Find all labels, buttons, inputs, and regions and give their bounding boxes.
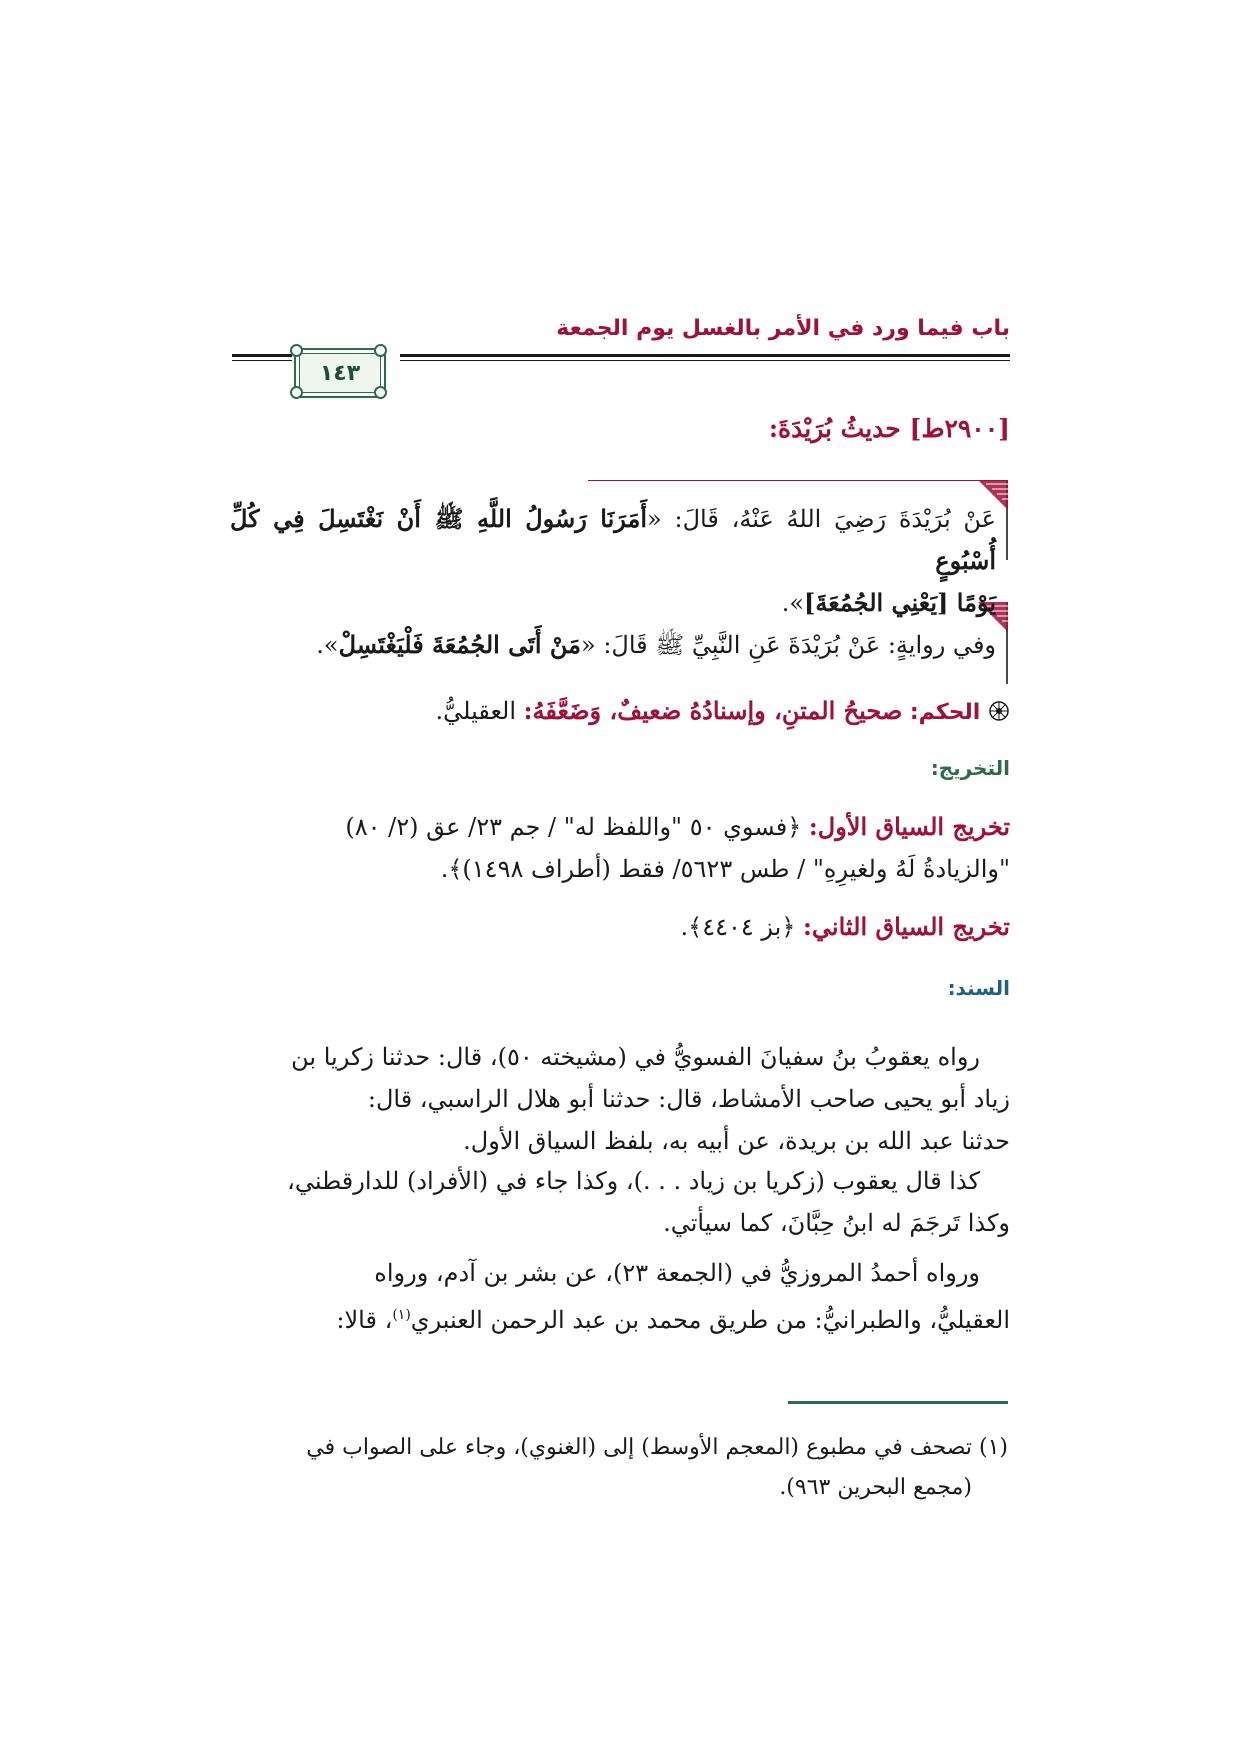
flower-ornament-icon — [988, 700, 1010, 722]
header-rule-left — [232, 354, 292, 357]
riwaya-close-quote: ». — [316, 631, 339, 659]
hadith-riwaya — [230, 624, 996, 666]
hadith-text — [230, 498, 996, 624]
footnote-line-1 — [230, 1428, 1008, 1468]
header-rule-left-thin — [232, 360, 292, 361]
sanad-p3-line-2 — [230, 1294, 1010, 1341]
hadith-explanation: [يَعْنِي الجُمُعَةَ] — [804, 588, 957, 617]
hadith-title: حديثُ بُرَيْدَةَ: — [768, 414, 901, 443]
hadith-matn-end: يَوْمًا — [956, 588, 996, 617]
hadith-narrator: عَنْ بُرَيْدَةَ رَضِيَ اللهُ عَنْهُ، قَالَ: « — [647, 505, 996, 533]
footnote-divider — [788, 1401, 1008, 1404]
hadith-heading — [230, 408, 1010, 450]
ruling-by: العقيليُّ. — [435, 697, 524, 725]
sanad-p2-line-2: وكذا تَرجَمَ له ابنُ حِبَّانَ، كما سيأتي. — [663, 1209, 1010, 1237]
riwaya-narrator: وفي روايةٍ: عَنْ بُرَيْدَةَ عَنِ النَّبِيِّ ﷺ قَالَ: « — [581, 631, 996, 659]
page-number: ١٤٣ — [319, 360, 361, 386]
takhrij-first-text-2: "والزيادةُ لَهُ ولغيرِهِ" / طس ٥٦٢٣/ فقط (أطراف ١٤٩٨)﴾. — [440, 855, 1010, 883]
takhrij-first — [230, 806, 1010, 890]
riwaya-matn: مَنْ أَتَى الجُمُعَةَ فَلْيَغْتَسِلْ — [338, 630, 582, 659]
sanad-paragraph-2 — [230, 1160, 1010, 1244]
sanad-p3-line-1: ورواه أحمدُ المروزيُّ في (الجمعة ٢٣)، عن بشر بن آدم، ورواه — [374, 1259, 980, 1287]
hadith-line-2 — [230, 582, 996, 624]
hadith-close-quote: ». — [781, 589, 805, 617]
takhrij-first-label: تخريج السياق الأول: — [808, 812, 1010, 841]
takhrij-heading: التخريج: — [930, 756, 1010, 780]
takhrij-first-text-1: ﴿فسوي ٥٠ "واللفظ له" / جم ٢٣/ عق (٢/ ٨٠) — [345, 813, 809, 841]
sanad-heading-block — [230, 966, 1010, 1009]
footnote-text-1: تصحف في مطبوع (المعجم الأوسط) إلى (الغنوي)، وجاء على الصواب في — [306, 1435, 979, 1460]
ruling-label: الحكم: — [909, 700, 981, 725]
frame-corner-ornament-icon — [290, 386, 303, 399]
takhrij-second-label: تخريج السياق الثاني: — [803, 912, 1010, 941]
ruling-line — [230, 690, 1010, 734]
sanad-p1-line-1: رواه يعقوبُ بنُ سفيانَ الفسويُّ في (مشيخته ٥٠)، قال: حدثنا زكريا بن — [291, 1043, 980, 1071]
footnote-marker: (١) — [978, 1435, 1008, 1460]
page-number-frame — [294, 348, 386, 398]
page-header — [232, 314, 1010, 398]
hadith-number: [٢٩٠٠ط] — [909, 414, 1010, 443]
takhrij-first-line-1 — [230, 806, 1010, 848]
sanad-heading: السند: — [947, 976, 1010, 1000]
footnote-text-2: (مجمع البحرين ٩٦٣). — [779, 1475, 972, 1500]
hadith-box-top-rule — [588, 480, 1008, 481]
hadith-matn: أَمَرَنَا رَسُولُ اللَّهِ ﷺ أَنْ نَغْتَسِلَ فِي كُلِّ أُسْبُوعٍ — [230, 504, 996, 575]
takhrij-heading-block — [230, 746, 1010, 789]
footnote-ref[interactable]: (١) — [392, 1307, 411, 1323]
hadith-line-1 — [230, 498, 996, 582]
header-rule-right-thin — [400, 360, 1010, 361]
frame-corner-ornament-icon — [374, 386, 387, 399]
frame-corner-ornament-icon — [290, 344, 303, 357]
frame-corner-ornament-icon — [374, 344, 387, 357]
sanad-p3-line-2-end: ، قالا: — [336, 1306, 393, 1334]
sanad-p3-line-2-text: العقيليُّ، والطبرانيُّ: من طريق محمد بن عبد الرحمن العنبري — [410, 1306, 1010, 1334]
chapter-title: باب فيما ورد في الأمر بالغسل يوم الجمعة — [556, 316, 1010, 341]
sanad-p1-line-3: حدثنا عبد الله بن بريدة، عن أبيه به، بلفظ السياق الأول. — [463, 1127, 1010, 1155]
sanad-p1-line-2: زياد أبو يحيى صاحب الأمشاط، قال: حدثنا أبو هلال الراسبي، قال: — [367, 1085, 1010, 1113]
sanad-paragraph-1 — [230, 1036, 1010, 1162]
header-rule-right — [400, 354, 1010, 357]
ruling-text: صحيحُ المتنِ، وإسنادُهُ ضعيفٌ، وَضَعَّفَهُ: — [523, 696, 903, 725]
sanad-p2-line-1: كذا قال يعقوب (زكريا بن زياد . . .)، وكذا جاء في (الأفراد) للدارقطني، — [287, 1167, 980, 1195]
footnote — [230, 1428, 1008, 1508]
takhrij-second — [230, 906, 1010, 948]
takhrij-second-text: ﴿بز ٤٤٠٤﴾. — [680, 913, 804, 941]
sanad-paragraph-3 — [230, 1252, 1010, 1341]
